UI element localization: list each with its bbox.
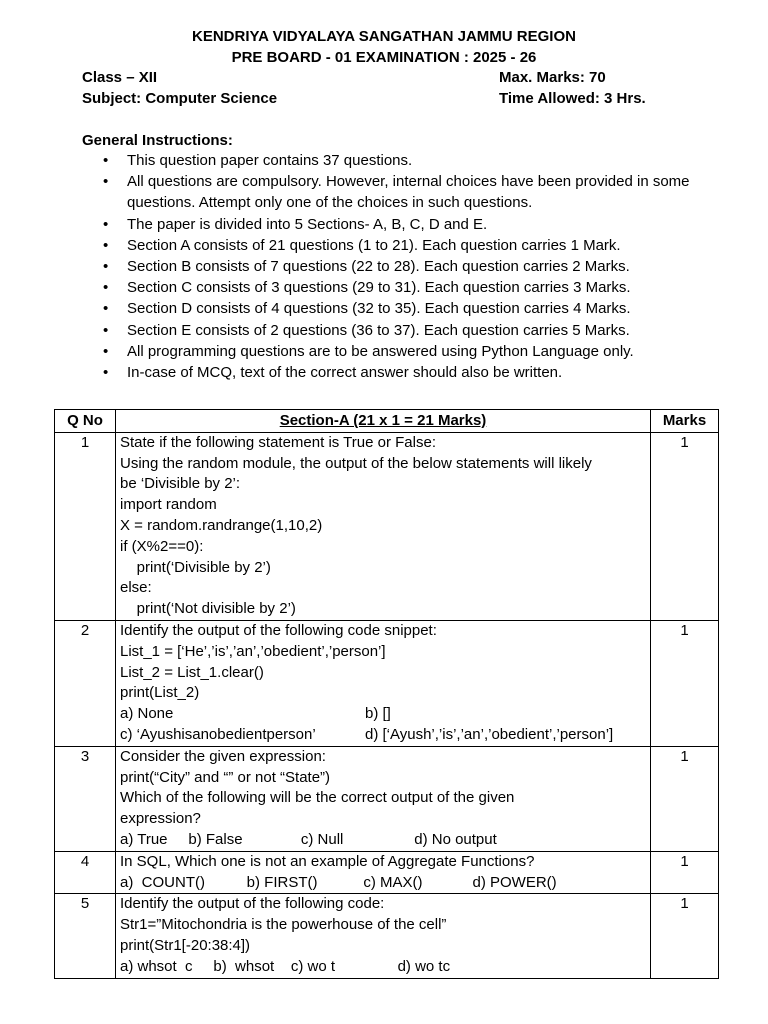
bullet-icon: • <box>103 279 109 297</box>
question-line: Identify the output of the following code snippet: <box>120 621 437 639</box>
bullet-icon: • <box>103 321 109 339</box>
instruction-item <box>100 341 700 362</box>
question-line: Consider the given expression: <box>120 747 326 765</box>
general-instructions-title: General Instructions: <box>82 132 233 149</box>
instruction-text: All questions are compulsory. However, internal choices have been provided in some questions. Attempt only one of the choices in such questions. <box>127 173 690 212</box>
question-marks: 1 <box>651 894 719 978</box>
instruction-text: Section D consists of 4 questions (32 to 35). Each question carries 4 Marks. <box>127 300 631 318</box>
exam-title: PRE BOARD - 01 EXAMINATION : 2025 - 26 <box>231 49 537 66</box>
code-line: print(‘Divisible by 2’) <box>120 558 271 576</box>
option-a: a) None <box>120 705 174 723</box>
code-line: print(“City” and “” or not “State”) <box>120 768 331 786</box>
exam-header <box>0 26 768 68</box>
instruction-text: Section C consists of 3 questions (29 to 31). Each question carries 3 Marks. <box>127 279 631 297</box>
instruction-text: This question paper contains 37 questions. <box>127 152 413 169</box>
option-c: c) ‘Ayushisanobedientperson’ <box>120 725 316 743</box>
code-line: Str1=”Mitochondria is the powerhouse of the cell” <box>120 916 447 934</box>
questions-table <box>54 409 719 979</box>
instruction-text: All programming questions are to be answered using Python Language only. <box>127 342 634 360</box>
options-row <box>120 704 646 725</box>
options-line: a) True b) False c) Null d) No output <box>120 830 497 848</box>
instruction-item <box>100 256 700 277</box>
question-line: expression? <box>120 810 201 828</box>
section-a-header: Section-A (21 x 1 = 21 Marks) <box>116 410 651 433</box>
meta-left <box>82 67 277 109</box>
question-line: Using the random module, the output of the below statements will likely <box>120 454 592 472</box>
qno-header: Q No <box>55 410 116 433</box>
subject-label: Subject: Computer Science <box>82 90 278 107</box>
code-line: import random <box>120 496 217 514</box>
question-body <box>116 432 651 620</box>
organization-title: KENDRIYA VIDYALAYA SANGATHAN JAMMU REGION <box>192 28 576 45</box>
code-line: print(List_2) <box>120 684 200 702</box>
table-row <box>55 894 719 978</box>
instruction-item <box>100 277 700 298</box>
bullet-icon: • <box>103 364 109 382</box>
instruction-text: Section A consists of 21 questions (1 to 21). Each question carries 1 Mark. <box>127 236 621 254</box>
instruction-text: Section E consists of 2 questions (36 to 37). Each question carries 5 Marks. <box>127 321 630 339</box>
time-allowed-label: Time Allowed: 3 Hrs. <box>499 90 646 107</box>
question-number: 5 <box>55 894 116 978</box>
instruction-item <box>100 150 700 171</box>
instruction-item <box>100 171 700 213</box>
question-body <box>116 746 651 851</box>
bullet-icon: • <box>103 258 109 276</box>
instructions-list <box>100 150 700 383</box>
option-b: b) [] <box>365 705 391 723</box>
instruction-text: Section B consists of 7 questions (22 to 28). Each question carries 2 Marks. <box>127 258 630 276</box>
table-row <box>55 432 719 620</box>
instruction-text: The paper is divided into 5 Sections- A, B, C, D and E. <box>127 215 488 233</box>
code-line: X = random.randrange(1,10,2) <box>120 516 323 534</box>
table-row <box>55 746 719 851</box>
table-row <box>55 620 719 746</box>
code-line: else: <box>120 579 152 597</box>
question-marks: 1 <box>651 620 719 746</box>
option-d: d) [‘Ayush’,’is’,’an’,’obedient’,’person’] <box>365 725 614 743</box>
question-line: Identify the output of the following code: <box>120 895 385 913</box>
options-line: a) whsot c b) whsot c) wo t d) wo tc <box>120 957 451 975</box>
question-line: be ‘Divisible by 2’: <box>120 475 241 493</box>
question-number: 3 <box>55 746 116 851</box>
question-body <box>116 851 651 894</box>
instruction-item <box>100 214 700 235</box>
question-marks: 1 <box>651 851 719 894</box>
code-line: if (X%2==0): <box>120 537 204 555</box>
instruction-item <box>100 320 700 341</box>
code-line: List_1 = [‘He’,’is’,’an’,’obedient’,’person’] <box>120 642 386 660</box>
max-marks-label: Max. Marks: 70 <box>499 69 606 86</box>
table-header-row <box>55 410 719 433</box>
question-marks: 1 <box>651 432 719 620</box>
question-number: 4 <box>55 851 116 894</box>
meta-right <box>499 67 646 109</box>
question-body <box>116 894 651 978</box>
class-label: Class – XII <box>82 69 158 86</box>
bullet-icon: • <box>103 342 109 360</box>
question-number: 1 <box>55 432 116 620</box>
question-line: State if the following statement is True or False: <box>120 433 436 451</box>
options-row <box>120 725 646 746</box>
code-line: print(‘Not divisible by 2’) <box>120 600 296 618</box>
instruction-item <box>100 362 700 383</box>
instruction-text: In-case of MCQ, text of the correct answer should also be written. <box>127 364 563 382</box>
bullet-icon: • <box>103 215 109 233</box>
bullet-icon: • <box>103 300 109 318</box>
options-line: a) COUNT() b) FIRST() c) MAX() d) POWER() <box>120 873 557 891</box>
bullet-icon: • <box>103 173 109 191</box>
instruction-item <box>100 298 700 319</box>
bullet-icon: • <box>103 152 109 169</box>
question-body <box>116 620 651 746</box>
code-line: print(Str1[-20:38:4]) <box>120 936 251 954</box>
code-line: List_2 = List_1.clear() <box>120 663 264 681</box>
bullet-icon: • <box>103 236 109 254</box>
marks-header: Marks <box>651 410 719 433</box>
table-row <box>55 851 719 894</box>
question-line: Which of the following will be the correct output of the given <box>120 789 515 807</box>
question-number: 2 <box>55 620 116 746</box>
question-marks: 1 <box>651 746 719 851</box>
question-line: In SQL, Which one is not an example of Aggregate Functions? <box>120 852 535 870</box>
instruction-item <box>100 235 700 256</box>
